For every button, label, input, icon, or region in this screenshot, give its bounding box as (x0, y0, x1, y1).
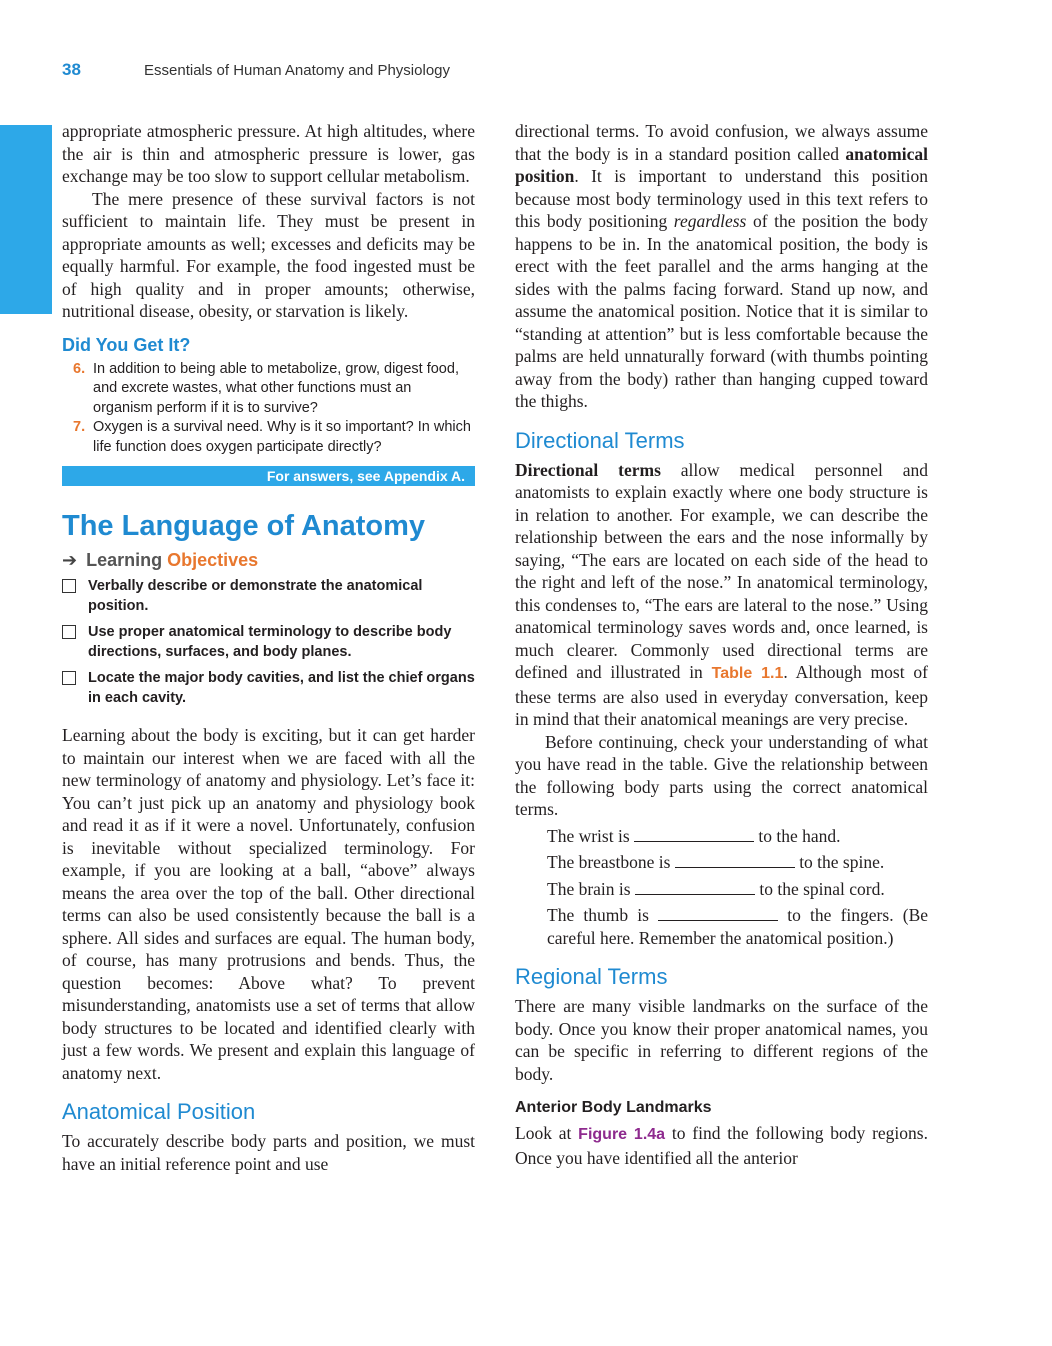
fill-in-item (515, 851, 928, 874)
text-run: allow medical personnel and anatomists to explain exactly where one body structure is in relation to another. For example, we can describe the relationship between the ears and the nose informally by saying, “The ears are located on each side of the head to the right and left of the nose.” In anatomical terminology, this condenses to, “The ears are lateral to the nose.” Using anatomical terminology saves words and, once learned, is much clearer. Commonly used directional terms are defined and illustrated in (515, 459, 928, 682)
objectives-label: Objectives (167, 550, 259, 570)
text-run: of the position the body happens to be in. In the anatomical position, the body is erect with the feet parallel and the arms hanging at the sides with the palms facing forward. Stand up now, and assume the anatomical position. Notice that it is similar to “standing at attention” but is less comfortable because the palms are held unnaturally forward (with thumbs pointing away from the body) rather than hanging cupped toward the thighs. (515, 211, 928, 411)
fill-before: The breastbone is (547, 852, 671, 872)
chapter-heading: The Language of Anatomy (62, 510, 426, 542)
review-question (62, 418, 475, 457)
key-term: anatomical position (515, 143, 928, 186)
paragraph: appropriate atmospheric pressure. At high altitudes, where the air is thin and atmospheric pressure is lower, gas exchange may be too slow to support cellular metabolism. (62, 121, 475, 186)
paragraph: There are many visible landmarks on the surface of the body. Once you know their proper anatomical names, you can be specific in referring to different regions of the body. (515, 996, 928, 1084)
paragraph (515, 1122, 928, 1169)
paragraph: To accurately describe body parts and position, we must have an initial reference point and use (62, 1131, 475, 1174)
fill-before: The brain is (547, 878, 631, 899)
fill-after: to the spinal cord. (759, 878, 885, 899)
fill-in-item (515, 825, 928, 848)
text-run: . It is important to understand this position because most body terminology used in this text refers to this body positioning (515, 166, 928, 231)
checkbox-icon[interactable] (62, 671, 76, 685)
paragraph (515, 120, 928, 413)
blank-line (635, 880, 755, 895)
fill-in-item (515, 904, 928, 949)
text-run: to find the following body regions. Once you have identified all the anterior (515, 1123, 928, 1168)
review-question (62, 360, 475, 419)
text-run: . Although most of these terms are also used in everyday conversation, keep in mind that their anatomical meanings are very precise. (515, 662, 928, 729)
book-title: Essentials of Human Anatomy and Physiology (144, 62, 450, 79)
fill-after: to the spine. (799, 852, 885, 872)
blank-line (634, 827, 754, 842)
question-text: Oxygen is a survival need. Why is it so important? In which life function does oxygen participate directly? (93, 419, 471, 455)
objective-text: Verbally describe or demonstrate the anatomical position. (88, 578, 423, 614)
checkbox-icon[interactable] (62, 625, 76, 639)
did-you-get-it-heading: Did You Get It? (62, 334, 191, 355)
question-number: 7. (73, 419, 86, 435)
anatomical-position-heading: Anatomical Position (62, 1099, 256, 1124)
objective-item (62, 669, 475, 708)
anterior-landmarks-heading: Anterior Body Landmarks (515, 1099, 712, 1116)
blank-line (675, 853, 795, 868)
objective-text: Use proper anatomical terminology to describe body directions, surfaces, and body planes. (88, 624, 452, 660)
table-link[interactable]: Table 1.1 (711, 665, 784, 682)
directional-terms-heading: Directional Terms (515, 427, 685, 453)
arrow-icon: ➔ (62, 550, 78, 570)
fill-before: The thumb is (547, 905, 649, 925)
question-number: 6. (73, 360, 86, 377)
fill-after: to the hand. (758, 825, 841, 846)
question-text: In addition to being able to metabolize, grow, digest food, and excrete wastes, what other functions must an organism perform if it is to survive? (93, 360, 459, 416)
figure-link[interactable]: Figure 1.4a (578, 1126, 666, 1143)
running-header (62, 60, 450, 80)
learning-objectives-heading (62, 550, 475, 571)
margin-color-bar (0, 125, 52, 314)
paragraph: Learning about the body is exciting, but it can get harder to maintain our interest when we are faced with all the new terminology of anatomy and physiology. Let’s face it: You can’t just pick up an anatomy and physiology book and read it as if it were a novel. Unfortunately, confusion is inevitable without specialized terminology. For example, if you are looking at a ball, “above” always means the area over the top of the ball. Other directional terms can also be used consistently because the ball is a sphere. All sides and surfaces are equal. The human body, of course, has many protrusions and bends. Thus, the question becomes: Above what? To prevent misunderstanding, anatomists use a set of terms that allow body structures to be located and identified clearly with just a few words. We present and explain this language of anatomy next. (62, 725, 475, 1083)
checkbox-icon[interactable] (62, 579, 76, 593)
text-run: directional terms. To avoid confusion, we always assume that the body is in a standard position called (515, 121, 928, 164)
paragraph: Before continuing, check your understanding of what you have read in the table. Give the relationship between the following body parts using the correct anatomical terms. (515, 731, 928, 819)
paragraph: The mere presence of these survival factors is not sufficient to maintain life. They must be present in appropriate amounts as well; excesses and deficits may be equally harmful. For example, the food ingested must be of high quality and in proper amounts; otherwise, nutritional disease, obesity, or starvation is likely. (62, 188, 475, 321)
learning-label: Learning (86, 550, 163, 570)
objective-item (62, 577, 475, 616)
text-run: Look at (515, 1123, 579, 1143)
fill-in-item (515, 878, 928, 901)
objective-item (62, 623, 475, 662)
left-column (62, 120, 475, 1175)
page-number: 38 (62, 60, 81, 79)
fill-before: The wrist is (547, 825, 630, 846)
fill-after: to the fingers. (Be careful here. Remember the anatomical position.) (547, 905, 929, 948)
blank-line (658, 906, 778, 921)
key-term: Directional terms (515, 459, 661, 480)
paragraph (515, 459, 928, 731)
right-column (515, 120, 928, 1169)
regional-terms-heading: Regional Terms (515, 964, 668, 989)
objective-text: Locate the major body cavities, and list the chief organs in each cavity. (88, 670, 475, 706)
emphasis: regardless (673, 211, 747, 231)
answers-banner: For answers, see Appendix A. (62, 466, 475, 486)
